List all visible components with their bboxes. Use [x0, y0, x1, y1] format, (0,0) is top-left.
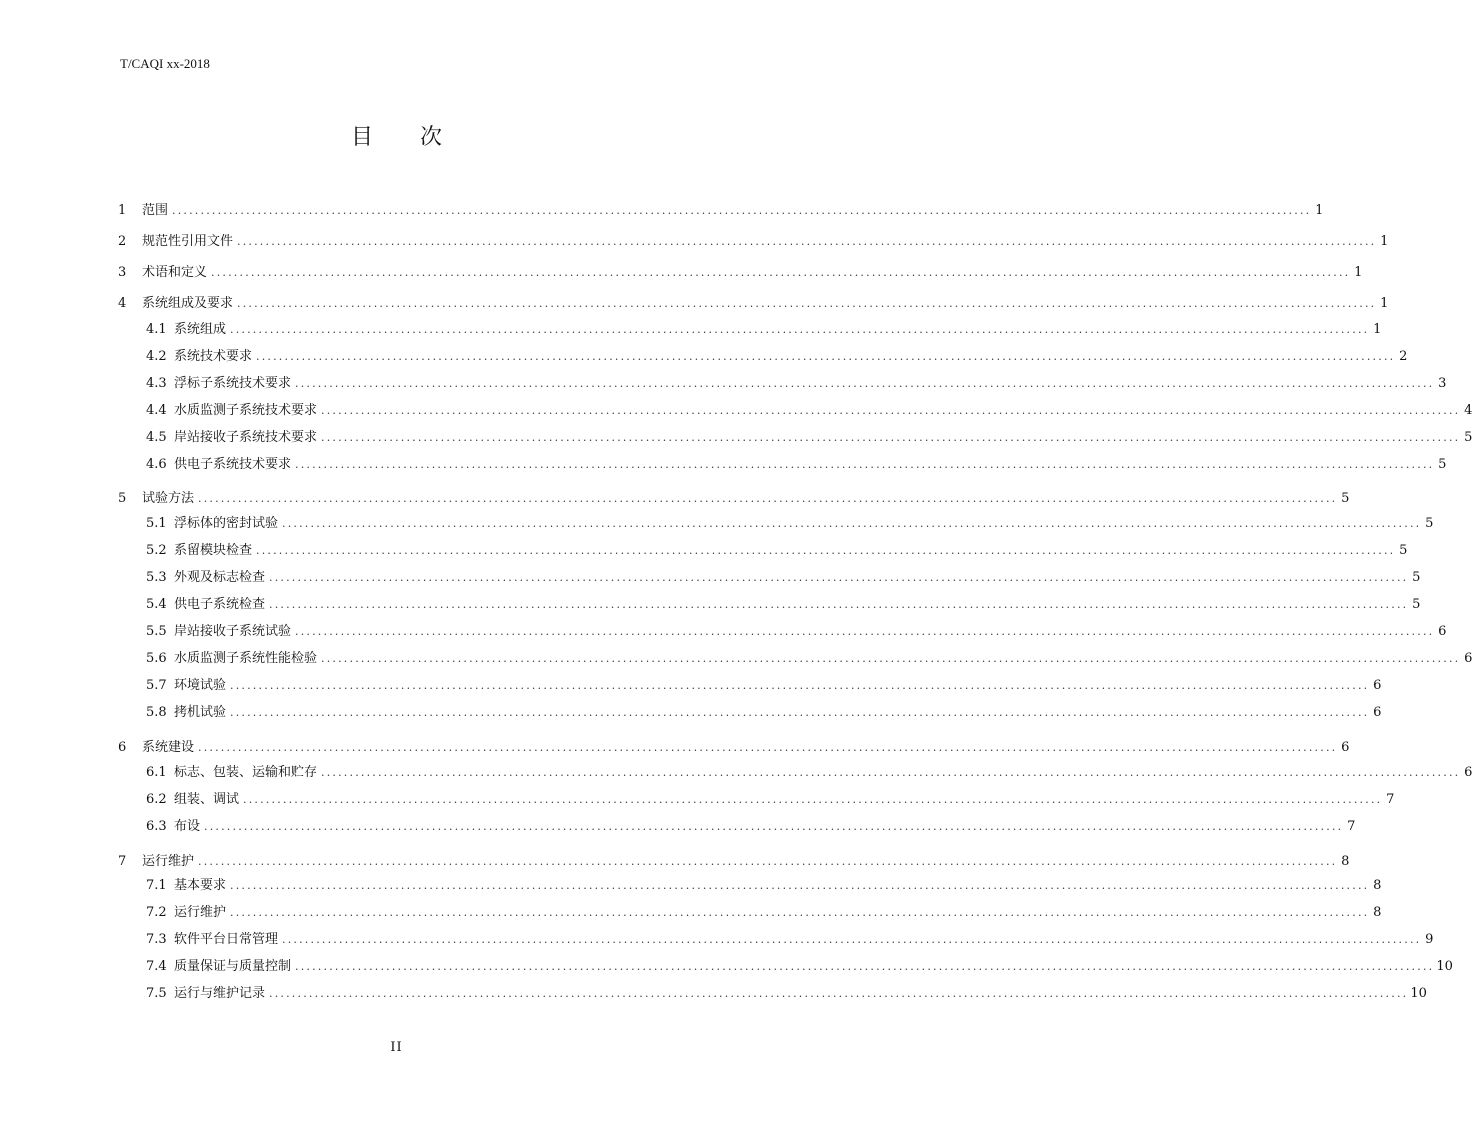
- toc-entry[interactable]: [118, 677, 1382, 695]
- toc-leader-dots: ........................................................................................................................................................................................................: [282, 933, 1422, 946]
- toc-entry-title: 规范性引用文件: [142, 234, 234, 249]
- toc-leader-dots: ........................................................................................................................................................................................................: [295, 960, 1435, 973]
- toc-entry-page: 2: [1399, 349, 1408, 364]
- toc-leader-dots: ........................................................................................................................................................................................................: [211, 266, 1351, 279]
- toc-entry[interactable]: [118, 739, 1350, 757]
- toc-entry-title: 质量保证与质量控制: [174, 959, 292, 974]
- toc-entry-page: 5: [1438, 457, 1447, 472]
- toc-entry-title: 系统组成: [174, 322, 227, 337]
- toc-entry-title: 浮标体的密封试验: [174, 516, 279, 531]
- toc-leader-dots: ........................................................................................................................................................................................................: [198, 492, 1338, 505]
- toc-entry-number: 5: [118, 491, 127, 506]
- toc-entry[interactable]: [118, 490, 1350, 508]
- toc-entry-title: 水质监测子系统性能检验: [174, 651, 318, 666]
- toc-entry[interactable]: [118, 596, 1421, 614]
- toc-entry[interactable]: [118, 402, 1472, 420]
- toc-leader-dots: ........................................................................................................................................................................................................: [230, 879, 1370, 892]
- toc-entry-number: 4.5: [146, 430, 167, 445]
- toc-entry-number: 5.5: [146, 624, 167, 639]
- toc-entry-page: 8: [1373, 878, 1382, 893]
- toc-entry-page: 9: [1425, 932, 1434, 947]
- toc-entry-number: 7.3: [146, 932, 167, 947]
- toc-entry-number: 5.8: [146, 705, 167, 720]
- toc-entry-number: 6: [118, 740, 127, 755]
- toc-entry-number: 6.1: [146, 765, 167, 780]
- toc-entry-page: 8: [1341, 854, 1350, 869]
- toc-leader-dots: ........................................................................................................................................................................................................: [321, 652, 1461, 665]
- toc-entry-page: 8: [1373, 905, 1382, 920]
- toc-entry-title: 环境试验: [174, 678, 227, 693]
- toc-leader-dots: ........................................................................................................................................................................................................: [198, 855, 1338, 868]
- toc-entry-title: 试验方法: [142, 491, 195, 506]
- toc-entry-number: 7: [118, 854, 127, 869]
- toc-entry[interactable]: [118, 348, 1408, 366]
- toc-entry-page: 4: [1464, 403, 1472, 418]
- toc-entry[interactable]: [118, 321, 1382, 339]
- toc-leader-dots: ........................................................................................................................................................................................................: [282, 517, 1422, 530]
- toc-entry[interactable]: [118, 202, 1324, 220]
- toc-entry[interactable]: [118, 429, 1472, 447]
- toc-entry-page: 6: [1341, 740, 1350, 755]
- toc-entry[interactable]: [118, 931, 1434, 949]
- toc-leader-dots: ........................................................................................................................................................................................................: [237, 297, 1377, 310]
- toc-entry-title: 术语和定义: [142, 265, 208, 280]
- toc-leader-dots: ........................................................................................................................................................................................................: [243, 793, 1383, 806]
- toc-entry-title: 系统技术要求: [174, 349, 253, 364]
- toc-entry-title: 拷机试验: [174, 705, 227, 720]
- toc-entry[interactable]: [118, 295, 1389, 313]
- toc-leader-dots: ........................................................................................................................................................................................................: [321, 431, 1461, 444]
- toc-entry-title: 外观及标志检查: [174, 570, 266, 585]
- toc-entry-title: 运行与维护记录: [174, 986, 266, 1001]
- toc-entry-page: 10: [1410, 986, 1427, 1001]
- toc-entry[interactable]: [118, 764, 1472, 782]
- toc-leader-dots: ........................................................................................................................................................................................................: [269, 598, 1409, 611]
- toc-entry-title: 组装、调试: [174, 792, 240, 807]
- toc-entry-title: 范围: [142, 203, 169, 218]
- toc-entry-page: 5: [1464, 430, 1472, 445]
- toc-entry-page: 5: [1425, 516, 1434, 531]
- toc-entry-page: 1: [1380, 296, 1389, 311]
- toc-entry-number: 5.2: [146, 543, 167, 558]
- toc-entry-number: 5.3: [146, 570, 167, 585]
- toc-entry[interactable]: [118, 569, 1421, 587]
- toc-entry-number: 2: [118, 234, 127, 249]
- toc-entry-page: 5: [1341, 491, 1350, 506]
- toc-leader-dots: ........................................................................................................................................................................................................: [321, 766, 1461, 779]
- toc-leader-dots: ........................................................................................................................................................................................................: [295, 458, 1435, 471]
- toc-entry[interactable]: [118, 456, 1447, 474]
- toc-entry-page: 6: [1464, 765, 1472, 780]
- toc-leader-dots: ........................................................................................................................................................................................................: [230, 323, 1370, 336]
- toc-entry-number: 7.1: [146, 878, 167, 893]
- toc-entry-title: 水质监测子系统技术要求: [174, 403, 318, 418]
- toc-leader-dots: ........................................................................................................................................................................................................: [237, 235, 1377, 248]
- toc-leader-dots: ........................................................................................................................................................................................................: [321, 404, 1461, 417]
- toc-entry-page: 5: [1412, 597, 1421, 612]
- toc-entry-number: 4.3: [146, 376, 167, 391]
- toc-entry[interactable]: [118, 375, 1447, 393]
- toc-entry-page: 1: [1380, 234, 1389, 249]
- toc-entry-title: 软件平台日常管理: [174, 932, 279, 947]
- toc-entry-title: 系留模块检查: [174, 543, 253, 558]
- toc-entry-title: 系统建设: [142, 740, 195, 755]
- toc-entry-title: 岸站接收子系统技术要求: [174, 430, 318, 445]
- toc-entry-number: 5.6: [146, 651, 167, 666]
- toc-leader-dots: ........................................................................................................................................................................................................: [256, 350, 1396, 363]
- toc-entry-number: 5.4: [146, 597, 167, 612]
- toc-entry-number: 1: [118, 203, 127, 218]
- toc-entry-page: 1: [1315, 203, 1324, 218]
- toc-entry[interactable]: [118, 264, 1363, 282]
- toc-entry-page: 10: [1436, 959, 1453, 974]
- toc-entry[interactable]: [118, 704, 1382, 722]
- toc-entry-number: 6.3: [146, 819, 167, 834]
- document-code: T/CAQI xx-2018: [120, 56, 210, 71]
- toc-leader-dots: ........................................................................................................................................................................................................: [230, 706, 1370, 719]
- toc-entry-page: 6: [1464, 651, 1472, 666]
- toc-entry-title: 系统组成及要求: [142, 296, 234, 311]
- toc-entry[interactable]: [118, 958, 1453, 976]
- toc-entry-number: 7.5: [146, 986, 167, 1001]
- toc-leader-dots: ........................................................................................................................................................................................................: [295, 377, 1435, 390]
- toc-leader-dots: ........................................................................................................................................................................................................: [230, 679, 1370, 692]
- toc-leader-dots: ........................................................................................................................................................................................................: [198, 741, 1338, 754]
- toc-entry-title: 标志、包装、运输和贮存: [174, 765, 318, 780]
- toc-entry-title: 运行维护: [174, 905, 227, 920]
- toc-entry[interactable]: [118, 818, 1356, 836]
- toc-leader-dots: ........................................................................................................................................................................................................: [269, 571, 1409, 584]
- toc-entry-page: 5: [1412, 570, 1421, 585]
- toc-entry-number: 6.2: [146, 792, 167, 807]
- toc-entry[interactable]: [118, 542, 1408, 560]
- toc-entry-page: 6: [1373, 678, 1382, 693]
- toc-entry-page: 1: [1373, 322, 1382, 337]
- toc-entry-title: 运行维护: [142, 854, 195, 869]
- toc-entry[interactable]: [118, 877, 1382, 895]
- toc-entry-page: 6: [1373, 705, 1382, 720]
- toc-leader-dots: ........................................................................................................................................................................................................: [230, 906, 1370, 919]
- toc-entry-number: 5.7: [146, 678, 167, 693]
- toc-entry-title: 浮标子系统技术要求: [174, 376, 292, 391]
- toc-entry[interactable]: [118, 233, 1389, 251]
- toc-entry-page: 5: [1399, 543, 1408, 558]
- toc-entry-page: 7: [1347, 819, 1356, 834]
- toc-entry[interactable]: [118, 853, 1350, 871]
- toc-entry-title: 供电子系统技术要求: [174, 457, 292, 472]
- page-title: 目 次: [351, 125, 462, 150]
- toc-entry-title: 基本要求: [174, 878, 227, 893]
- toc-leader-dots: ........................................................................................................................................................................................................: [269, 987, 1409, 1000]
- toc-entry-number: 7.4: [146, 959, 167, 974]
- toc-entry-number: 5.1: [146, 516, 167, 531]
- toc-entry-page: 3: [1438, 376, 1447, 391]
- toc-entry[interactable]: [118, 515, 1434, 533]
- toc-entry-number: 7.2: [146, 905, 167, 920]
- toc-entry[interactable]: [118, 904, 1382, 922]
- toc-entry-page: 1: [1354, 265, 1363, 280]
- toc-entry-title: 岸站接收子系统试验: [174, 624, 292, 639]
- toc-entry-number: 4.4: [146, 403, 167, 418]
- page-number: II: [390, 1040, 403, 1055]
- toc-leader-dots: ........................................................................................................................................................................................................: [172, 204, 1312, 217]
- toc-entry-number: 4: [118, 296, 127, 311]
- toc-entry[interactable]: [118, 650, 1472, 668]
- toc-entry-number: 3: [118, 265, 127, 280]
- toc-entry-title: 供电子系统检查: [174, 597, 266, 612]
- toc-entry-title: 布设: [174, 819, 201, 834]
- toc-entry[interactable]: [118, 791, 1395, 809]
- toc-leader-dots: ........................................................................................................................................................................................................: [204, 820, 1344, 833]
- toc-entry-number: 4.2: [146, 349, 167, 364]
- toc-leader-dots: ........................................................................................................................................................................................................: [256, 544, 1396, 557]
- toc-entry-number: 4.6: [146, 457, 167, 472]
- toc-entry[interactable]: [118, 985, 1427, 1003]
- toc-entry-number: 4.1: [146, 322, 167, 337]
- toc-entry[interactable]: [118, 623, 1447, 641]
- toc-entry-page: 7: [1386, 792, 1395, 807]
- toc-leader-dots: ........................................................................................................................................................................................................: [295, 625, 1435, 638]
- toc-entry-page: 6: [1438, 624, 1447, 639]
